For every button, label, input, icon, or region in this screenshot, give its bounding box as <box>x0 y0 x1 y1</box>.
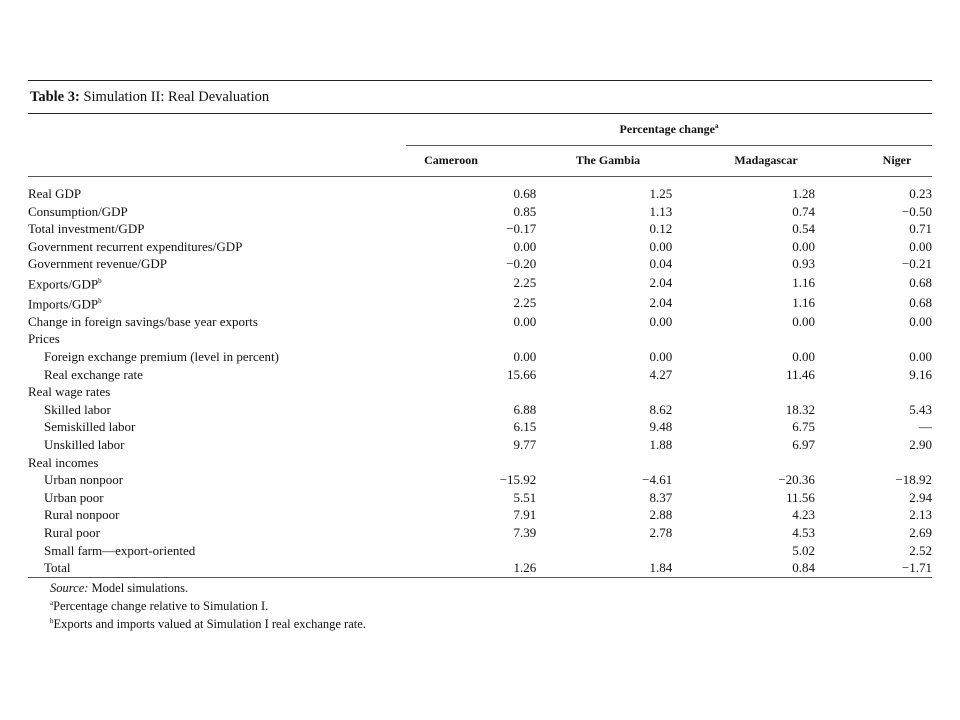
row-label <box>28 506 469 524</box>
row-label <box>28 489 469 507</box>
row-label <box>28 436 469 454</box>
cell-madagascar: 0.93 <box>792 256 815 272</box>
source-label: Source: <box>50 580 89 595</box>
cell-niger: −1.71 <box>901 560 932 576</box>
row-label-text: Small farm—export-oriented <box>44 542 196 558</box>
cell-cameroon: 0.00 <box>513 238 537 254</box>
cell-gambia: 8.37 <box>649 489 673 505</box>
cell-gambia: 2.78 <box>649 524 673 540</box>
table-row <box>28 559 932 577</box>
row-label <box>28 255 469 273</box>
cell-niger <box>815 454 932 472</box>
table-row <box>28 454 932 472</box>
table-row <box>28 401 932 419</box>
table-notes <box>28 581 932 632</box>
table-row <box>28 273 932 293</box>
row-label-text: Total <box>44 560 71 576</box>
cell-madagascar: 4.23 <box>792 507 815 523</box>
row-label <box>28 524 469 542</box>
table-page <box>28 80 932 632</box>
cell-madagascar: 6.75 <box>792 419 815 435</box>
row-label-mark: b <box>98 296 102 305</box>
row-label-text: Rural poor <box>44 524 100 540</box>
row-label <box>28 454 469 472</box>
cell-gambia <box>536 383 672 401</box>
table-row <box>28 313 932 331</box>
table-row <box>28 418 932 436</box>
cell-gambia: 2.04 <box>649 275 673 291</box>
table-row <box>28 489 932 507</box>
row-label <box>28 559 469 577</box>
footnote-a <box>50 596 932 614</box>
cell-niger: 0.00 <box>909 349 932 364</box>
row-label <box>28 313 469 331</box>
cell-cameroon: −0.17 <box>506 221 537 237</box>
cell-madagascar <box>672 330 815 348</box>
cell-madagascar <box>672 454 815 472</box>
cell-niger: 2.94 <box>909 489 932 505</box>
cell-niger: 9.16 <box>909 366 932 382</box>
table-title <box>28 81 932 113</box>
cell-madagascar: 11.56 <box>786 489 815 505</box>
cell-cameroon: 15.66 <box>507 366 537 382</box>
cell-madagascar <box>672 383 815 401</box>
row-label-text: Government recurrent expenditures/GDP <box>28 238 243 254</box>
cell-gambia: 0.12 <box>649 221 673 237</box>
table-row <box>28 471 932 489</box>
table-row <box>28 255 932 273</box>
table-row <box>28 185 932 203</box>
cell-madagascar: 0.00 <box>792 349 815 364</box>
table-row <box>28 330 932 348</box>
group-header-row <box>28 114 932 146</box>
cell-niger: 0.23 <box>909 186 932 201</box>
cell-gambia: 0.00 <box>649 238 673 254</box>
row-label <box>28 203 469 221</box>
footnote-b <box>50 614 932 632</box>
row-label-text: Exports/GDP <box>28 276 99 292</box>
table-row <box>28 293 932 313</box>
cell-gambia: 1.84 <box>649 560 673 576</box>
cell-gambia: 2.88 <box>649 507 673 523</box>
cell-gambia: 0.00 <box>649 313 673 329</box>
row-label <box>28 471 469 489</box>
cell-cameroon <box>469 330 536 348</box>
row-label-text: Imports/GDP <box>28 296 99 312</box>
table-row <box>28 238 932 256</box>
cell-gambia: 0.04 <box>649 256 673 272</box>
row-label <box>28 383 469 401</box>
row-label-text: Real incomes <box>28 454 99 470</box>
header-rule <box>28 176 932 177</box>
table-row <box>28 524 932 542</box>
group-header-mark: a <box>714 122 719 130</box>
cell-madagascar: 4.53 <box>792 524 815 540</box>
cell-niger: −0.21 <box>901 256 932 272</box>
group-header-text: Percentage change <box>619 122 715 136</box>
cell-cameroon: 2.25 <box>513 275 537 291</box>
cell-madagascar: 0.00 <box>792 313 815 329</box>
cell-cameroon <box>469 542 536 560</box>
cell-madagascar: 0.84 <box>792 560 815 576</box>
column-header-cameroon: Cameroon <box>424 153 478 167</box>
row-label <box>28 418 469 436</box>
cell-gambia: 9.48 <box>649 419 673 435</box>
table-row <box>28 542 932 560</box>
cell-gambia: −4.61 <box>642 472 673 488</box>
cell-madagascar: 1.16 <box>792 295 815 311</box>
cell-cameroon: 0.00 <box>513 349 537 364</box>
source-note <box>50 581 932 596</box>
table-row <box>28 436 932 454</box>
cell-niger <box>815 330 932 348</box>
cell-cameroon: 1.26 <box>513 560 537 576</box>
cell-niger: — <box>919 419 932 435</box>
cell-niger: 2.13 <box>909 507 932 523</box>
row-label-mark: b <box>98 276 102 285</box>
cell-cameroon: 0.68 <box>513 186 537 201</box>
table-body <box>28 185 932 577</box>
footnote-text: Exports and imports valued at Simulation I real exchange rate. <box>53 617 366 632</box>
cell-niger <box>815 383 932 401</box>
cell-niger: 0.68 <box>909 295 932 311</box>
cell-niger: 0.00 <box>909 313 932 329</box>
cell-madagascar: 11.46 <box>786 366 815 382</box>
cell-gambia: 1.25 <box>649 186 673 201</box>
table-title-label: Table 3: <box>30 89 80 105</box>
cell-cameroon: −0.20 <box>506 256 537 272</box>
cell-gambia: 0.00 <box>649 349 673 364</box>
cell-gambia: 8.62 <box>649 401 673 417</box>
cell-niger: 2.52 <box>909 542 932 558</box>
cell-madagascar: 6.97 <box>792 436 815 452</box>
row-label-text: Prices <box>28 331 60 347</box>
cell-madagascar: 1.28 <box>792 186 815 201</box>
row-label-text: Change in foreign savings/base year exports <box>28 313 258 329</box>
cell-cameroon: 6.88 <box>513 401 537 417</box>
row-label-text: Urban nonpoor <box>44 472 124 488</box>
row-label-text: Real wage rates <box>28 384 111 400</box>
cell-niger: 2.69 <box>909 524 932 540</box>
cell-cameroon: 5.51 <box>513 489 537 505</box>
row-label-text: Rural nonpoor <box>44 507 120 523</box>
row-label-text: Consumption/GDP <box>28 203 128 219</box>
table-row <box>28 366 932 384</box>
cell-madagascar: −20.36 <box>778 472 815 488</box>
cell-niger: 5.43 <box>909 401 932 417</box>
column-header-row <box>28 146 932 176</box>
row-label-text: Foreign exchange premium (level in percent) <box>44 349 279 364</box>
cell-gambia: 2.04 <box>649 295 673 311</box>
bottom-rule <box>28 577 932 578</box>
cell-madagascar: 0.00 <box>792 238 815 254</box>
cell-gambia: 1.88 <box>649 436 673 452</box>
row-label <box>28 273 469 293</box>
row-label <box>28 185 469 203</box>
cell-gambia <box>536 454 672 472</box>
column-header-gambia: The Gambia <box>575 153 641 167</box>
table-row <box>28 348 932 366</box>
row-label <box>28 401 469 419</box>
footnote-mark: a <box>50 598 54 607</box>
cell-gambia: 4.27 <box>649 366 673 382</box>
row-label-text: Real exchange rate <box>44 366 143 382</box>
row-label <box>28 542 469 560</box>
cell-madagascar: 18.32 <box>785 401 815 417</box>
row-label-text: Unskilled labor <box>44 436 125 452</box>
cell-cameroon: −15.92 <box>499 472 537 488</box>
row-label-text: Semiskilled labor <box>44 419 136 435</box>
column-header-niger: Niger <box>882 153 912 167</box>
cell-madagascar: 0.74 <box>792 203 815 219</box>
cell-niger: −18.92 <box>895 472 932 488</box>
cell-madagascar: 5.02 <box>792 542 815 558</box>
cell-niger: 0.68 <box>909 275 932 291</box>
cell-cameroon: 2.25 <box>513 295 537 311</box>
row-label <box>28 220 469 238</box>
cell-gambia <box>536 542 672 560</box>
row-label <box>28 366 469 384</box>
cell-gambia: 1.13 <box>649 203 673 219</box>
cell-cameroon: 7.91 <box>513 507 537 523</box>
cell-cameroon: 0.85 <box>513 203 537 219</box>
cell-gambia <box>536 330 672 348</box>
row-label <box>28 348 469 366</box>
cell-cameroon: 0.00 <box>513 313 537 329</box>
data-table <box>28 185 932 577</box>
row-label-text: Government revenue/GDP <box>28 256 167 272</box>
cell-niger: 0.00 <box>909 238 932 254</box>
cell-madagascar: 1.16 <box>792 275 815 291</box>
table-row <box>28 506 932 524</box>
table-row <box>28 203 932 221</box>
cell-niger: −0.50 <box>901 203 932 219</box>
column-header-madagascar: Madagascar <box>734 153 798 167</box>
row-label <box>28 330 469 348</box>
row-label-text: Total investment/GDP <box>28 221 145 237</box>
row-label-text: Urban poor <box>44 489 104 505</box>
footnote-text: Percentage change relative to Simulation I. <box>53 598 269 613</box>
source-text: Model simulations. <box>88 580 189 595</box>
cell-madagascar: 0.54 <box>792 221 815 237</box>
row-label <box>28 238 469 256</box>
cell-cameroon: 9.77 <box>513 436 537 452</box>
group-header <box>406 122 932 137</box>
table-row <box>28 220 932 238</box>
footnote-mark: b <box>50 616 54 625</box>
row-label <box>28 293 469 313</box>
cell-cameroon: 7.39 <box>513 524 537 540</box>
cell-cameroon <box>469 454 536 472</box>
cell-cameroon <box>469 383 536 401</box>
cell-cameroon: 6.15 <box>513 419 537 435</box>
cell-niger: 2.90 <box>909 436 932 452</box>
row-label-text: Real GDP <box>28 186 82 201</box>
table-title-text: Simulation II: Real Devaluation <box>83 89 270 105</box>
table-row <box>28 383 932 401</box>
row-label-text: Skilled labor <box>44 401 111 417</box>
cell-niger: 0.71 <box>909 221 932 237</box>
